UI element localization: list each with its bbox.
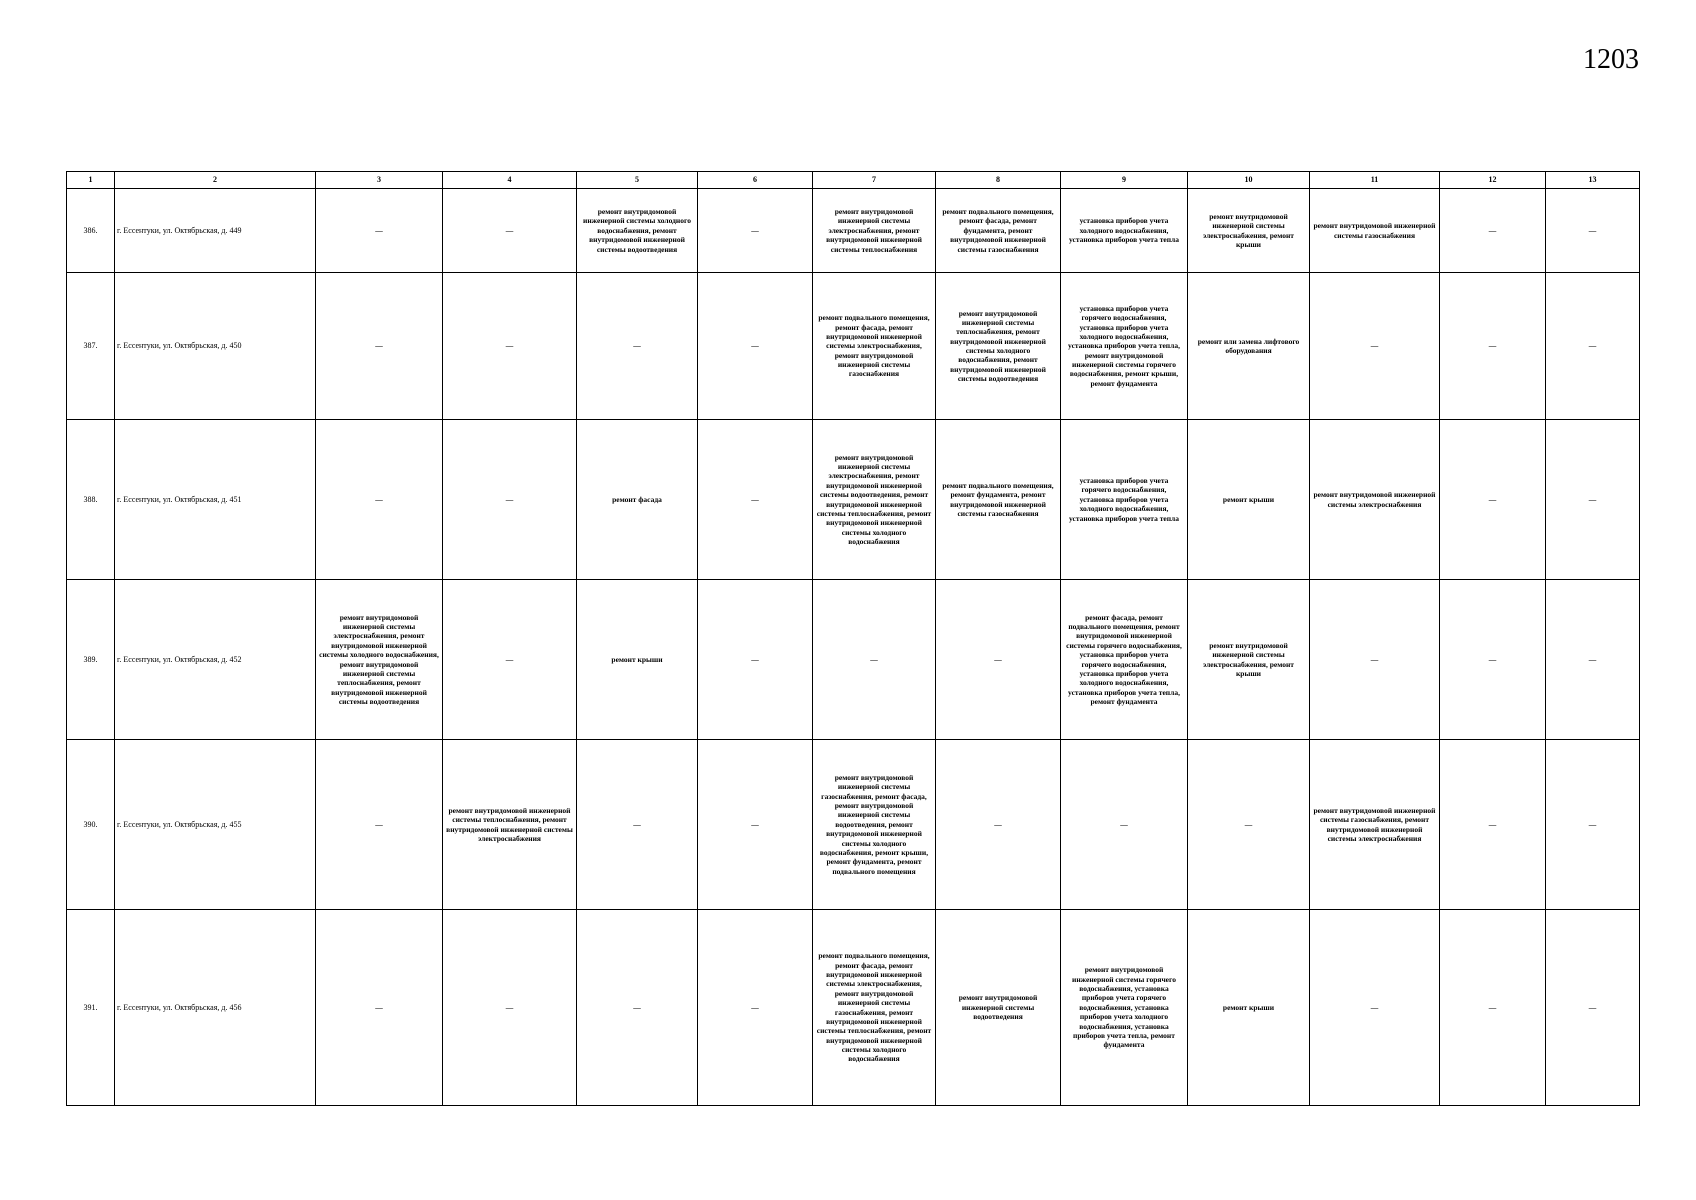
table-cell: — bbox=[316, 273, 443, 420]
column-header: 2 bbox=[115, 172, 316, 189]
table-cell: — bbox=[1440, 189, 1546, 273]
repair-schedule-table bbox=[66, 171, 1640, 1106]
table-cell: — bbox=[1440, 910, 1546, 1106]
address-cell: г. Ессентуки, ул. Октябрьская, д. 450 bbox=[115, 273, 316, 420]
column-header: 8 bbox=[936, 172, 1061, 189]
table-cell: — bbox=[577, 740, 698, 910]
table-row bbox=[67, 420, 1640, 580]
column-header: 1 bbox=[67, 172, 115, 189]
row-number: 388. bbox=[67, 420, 115, 580]
table-cell: установка приборов учета горячего водоснабжения, установка приборов учета холодного водоснабжения, установка приборов учета тепла bbox=[1061, 420, 1188, 580]
table-cell: ремонт подвального помещения, ремонт фасада, ремонт внутридомовой инженерной системы электроснабжения, ремонт внутридомовой инженерной системы газоснабжения, ремонт внутридомовой инженерной системы теплоснабжения, ремонт внутридомовой инженерной системы холодного водоснабжения bbox=[813, 910, 936, 1106]
table-row bbox=[67, 189, 1640, 273]
column-number-row bbox=[67, 172, 1640, 189]
table-cell: — bbox=[1546, 189, 1640, 273]
table-cell: ремонт внутридомовой инженерной системы газоснабжения, ремонт внутридомовой инженерной системы электроснабжения bbox=[1310, 740, 1440, 910]
table-cell: — bbox=[443, 273, 577, 420]
column-header: 3 bbox=[316, 172, 443, 189]
table-cell: — bbox=[1546, 580, 1640, 740]
table-cell: — bbox=[443, 580, 577, 740]
column-header: 4 bbox=[443, 172, 577, 189]
row-number: 386. bbox=[67, 189, 115, 273]
table-cell: ремонт крыши bbox=[1188, 910, 1310, 1106]
table-cell: — bbox=[698, 189, 813, 273]
table-cell: ремонт внутридомовой инженерной системы газоснабжения bbox=[1310, 189, 1440, 273]
table-cell: — bbox=[1188, 740, 1310, 910]
table-cell: — bbox=[813, 580, 936, 740]
column-header: 7 bbox=[813, 172, 936, 189]
table-cell: — bbox=[1546, 420, 1640, 580]
table-row bbox=[67, 910, 1640, 1106]
table-cell: ремонт внутридомовой инженерной системы электроснабжения, ремонт внутридомовой инженерной системы водоотведения, ремонт внутридомовой инженерной системы теплоснабжения, ремонт внутридомовой инженерной системы холодного водоснабжения bbox=[813, 420, 936, 580]
table-cell: — bbox=[443, 910, 577, 1106]
table-cell: ремонт внутридомовой инженерной системы электроснабжения bbox=[1310, 420, 1440, 580]
table-cell: ремонт внутридомовой инженерной системы газоснабжения, ремонт фасада, ремонт внутридомовой инженерной системы водоотведения, ремонт внутридомовой инженерной системы холодного водоснабжения, ремонт крыши, ремонт фундамента, ремонт подвального помещения bbox=[813, 740, 936, 910]
table-cell: установка приборов учета горячего водоснабжения, установка приборов учета холодного водоснабжения, установка приборов учета тепла, ремонт внутридомовой инженерной системы горячего водоснабжения, ремонт крыши, ремонт фундамента bbox=[1061, 273, 1188, 420]
address-cell: г. Ессентуки, ул. Октябрьская, д. 456 bbox=[115, 910, 316, 1106]
table-row bbox=[67, 740, 1640, 910]
table-cell: — bbox=[316, 740, 443, 910]
table-cell: — bbox=[698, 740, 813, 910]
table-cell: ремонт крыши bbox=[577, 580, 698, 740]
table-cell: — bbox=[936, 740, 1061, 910]
table-cell: — bbox=[1440, 420, 1546, 580]
column-header: 9 bbox=[1061, 172, 1188, 189]
table-cell: — bbox=[316, 420, 443, 580]
row-number: 389. bbox=[67, 580, 115, 740]
column-header: 5 bbox=[577, 172, 698, 189]
table-cell: ремонт фасада bbox=[577, 420, 698, 580]
table-cell: ремонт внутридомовой инженерной системы теплоснабжения, ремонт внутридомовой инженерной системы электроснабжения bbox=[443, 740, 577, 910]
table-cell: ремонт внутридомовой инженерной системы электроснабжения, ремонт внутридомовой инженерной системы теплоснабжения bbox=[813, 189, 936, 273]
column-header: 6 bbox=[698, 172, 813, 189]
table-cell: ремонт внутридомовой инженерной системы холодного водоснабжения, ремонт внутридомовой инженерной системы водоотведения bbox=[577, 189, 698, 273]
table-cell: — bbox=[316, 189, 443, 273]
table-cell: — bbox=[1440, 740, 1546, 910]
table-cell: — bbox=[698, 420, 813, 580]
table-row bbox=[67, 580, 1640, 740]
table-cell: — bbox=[443, 420, 577, 580]
table-cell: — bbox=[1546, 740, 1640, 910]
table-cell: — bbox=[698, 273, 813, 420]
table-cell: — bbox=[1310, 910, 1440, 1106]
table-cell: ремонт внутридомовой инженерной системы теплоснабжения, ремонт внутридомовой инженерной системы холодного водоснабжения, ремонт внутридомовой инженерной системы водоотведения bbox=[936, 273, 1061, 420]
row-number: 391. bbox=[67, 910, 115, 1106]
table-cell: ремонт внутридомовой инженерной системы электроснабжения, ремонт внутридомовой инженерной системы холодного водоснабжения, ремонт внутридомовой инженерной системы теплоснабжения, ремонт внутридомовой инженерной системы водоотведения bbox=[316, 580, 443, 740]
table-cell: — bbox=[316, 910, 443, 1106]
table-cell: — bbox=[443, 189, 577, 273]
row-number: 387. bbox=[67, 273, 115, 420]
column-header: 13 bbox=[1546, 172, 1640, 189]
address-cell: г. Ессентуки, ул. Октябрьская, д. 455 bbox=[115, 740, 316, 910]
page-number: 1203 bbox=[1583, 44, 1639, 75]
table-cell: — bbox=[936, 580, 1061, 740]
table-cell: — bbox=[1546, 273, 1640, 420]
row-number: 390. bbox=[67, 740, 115, 910]
address-cell: г. Ессентуки, ул. Октябрьская, д. 451 bbox=[115, 420, 316, 580]
table-cell: ремонт внутридомовой инженерной системы горячего водоснабжения, установка приборов учета горячего водоснабжения, установка приборов учета холодного водоснабжения, установка приборов учета тепла, ремонт фундамента bbox=[1061, 910, 1188, 1106]
table-cell: ремонт подвального помещения, ремонт фундамента, ремонт внутридомовой инженерной системы газоснабжения bbox=[936, 420, 1061, 580]
table-cell: — bbox=[1310, 580, 1440, 740]
table-cell: — bbox=[698, 580, 813, 740]
table-cell: ремонт внутридомовой инженерной системы электроснабжения, ремонт крыши bbox=[1188, 580, 1310, 740]
table-cell: — bbox=[1310, 273, 1440, 420]
column-header: 11 bbox=[1310, 172, 1440, 189]
table-cell: установка приборов учета холодного водоснабжения, установка приборов учета тепла bbox=[1061, 189, 1188, 273]
table-cell: — bbox=[1546, 910, 1640, 1106]
address-cell: г. Ессентуки, ул. Октябрьская, д. 452 bbox=[115, 580, 316, 740]
column-header: 10 bbox=[1188, 172, 1310, 189]
table-cell: — bbox=[1440, 580, 1546, 740]
table-cell: ремонт подвального помещения, ремонт фасада, ремонт фундамента, ремонт внутридомовой инженерной системы газоснабжения bbox=[936, 189, 1061, 273]
table-row bbox=[67, 273, 1640, 420]
table-cell: ремонт подвального помещения, ремонт фасада, ремонт внутридомовой инженерной системы электроснабжения, ремонт внутридомовой инженерной системы газоснабжения bbox=[813, 273, 936, 420]
table-cell: ремонт фасада, ремонт подвального помещения, ремонт внутридомовой инженерной системы горячего водоснабжения, установка приборов учета горячего водоснабжения, установка приборов учета холодного водоснабжения, установка приборов учета тепла, ремонт фундамента bbox=[1061, 580, 1188, 740]
column-header: 12 bbox=[1440, 172, 1546, 189]
table-cell: ремонт крыши bbox=[1188, 420, 1310, 580]
table-cell: ремонт внутридомовой инженерной системы водоотведения bbox=[936, 910, 1061, 1106]
address-cell: г. Ессентуки, ул. Октябрьская, д. 449 bbox=[115, 189, 316, 273]
table-cell: — bbox=[1061, 740, 1188, 910]
table-cell: — bbox=[577, 273, 698, 420]
table-cell: — bbox=[698, 910, 813, 1106]
table-cell: — bbox=[1440, 273, 1546, 420]
table-cell: ремонт внутридомовой инженерной системы электроснабжения, ремонт крыши bbox=[1188, 189, 1310, 273]
table-cell: ремонт или замена лифтового оборудования bbox=[1188, 273, 1310, 420]
table-cell: — bbox=[577, 910, 698, 1106]
